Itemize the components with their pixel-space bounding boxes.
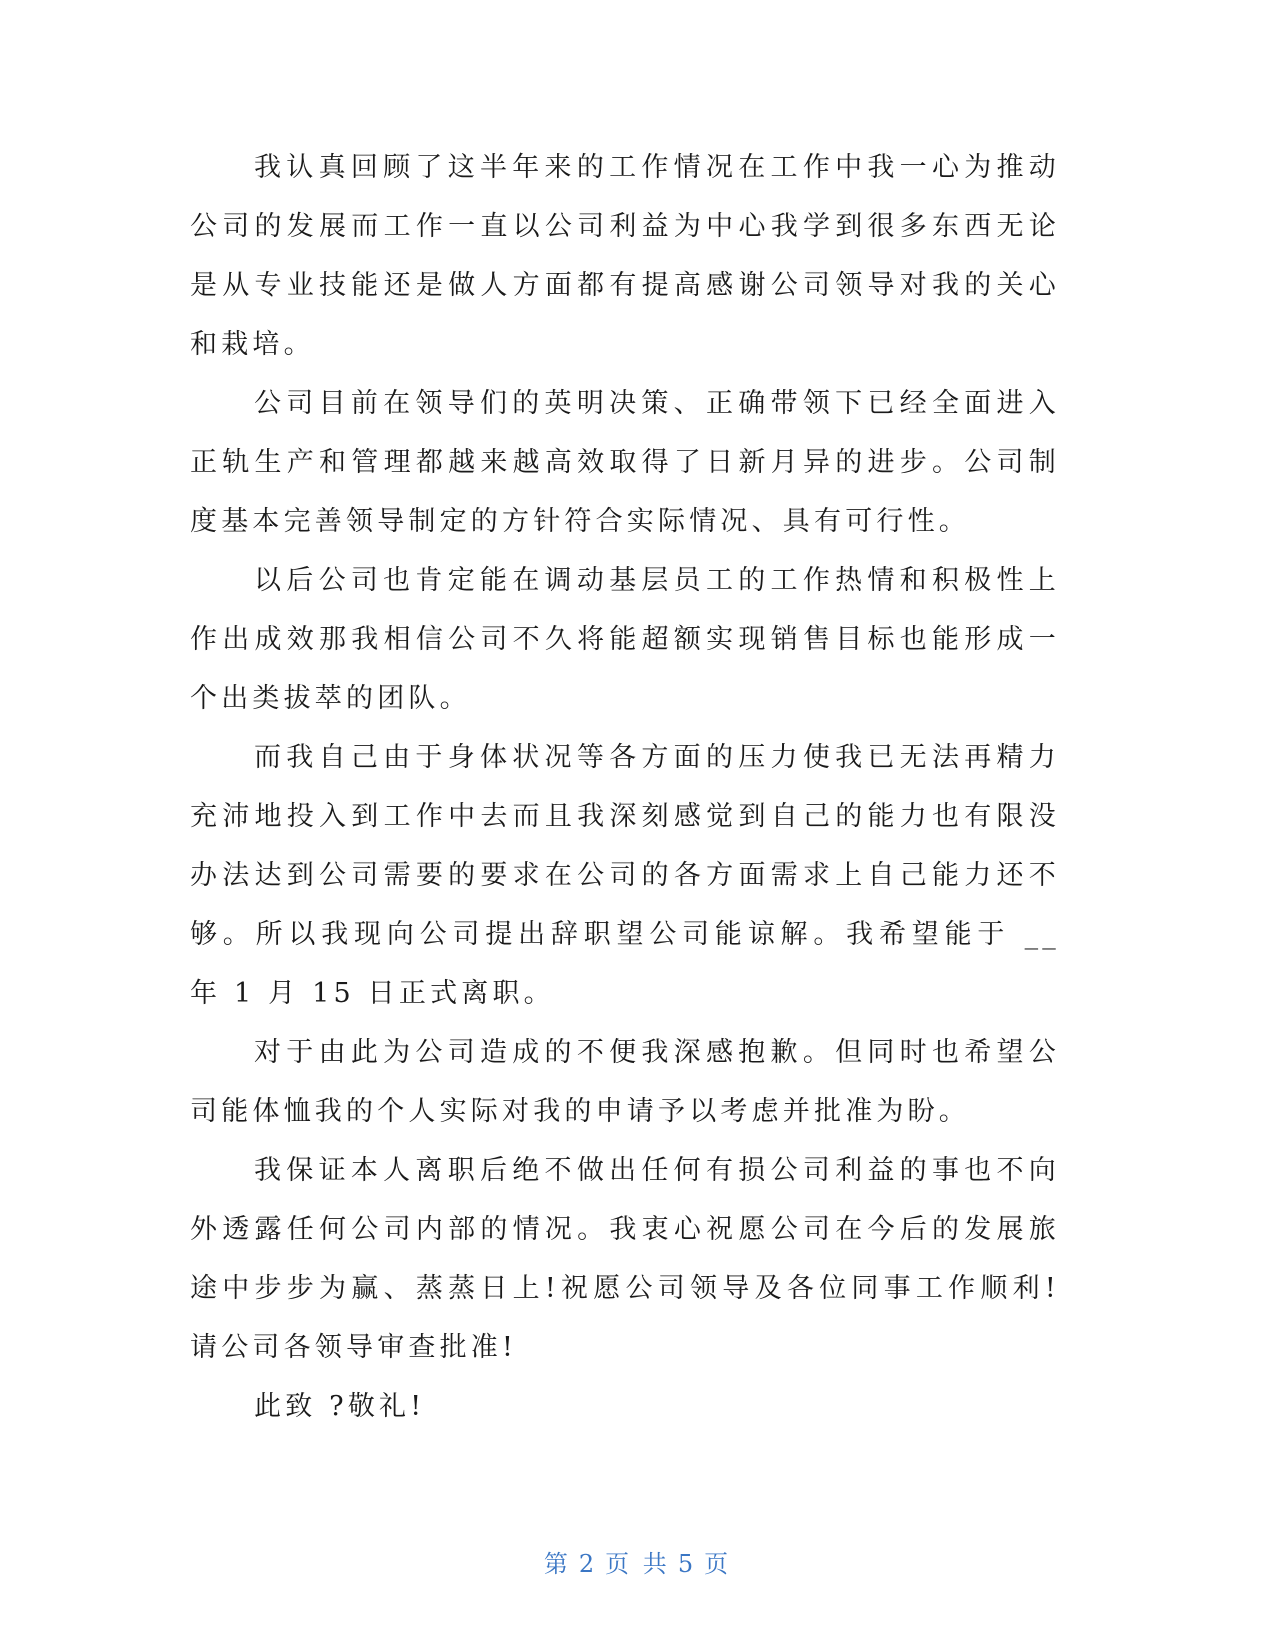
footer-label-end: 页 — [704, 1550, 732, 1578]
footer-current-page: 2 — [578, 1550, 598, 1578]
paragraph-4: 而我自己由于身体状况等各方面的压力使我已无法再精力充沛地投入到工作中去而且我深刻感觉到自己的能力也有限没办法达到公司需要的要求在公司的各方面需求上自己能力还不够。所以我现向公司提出辞职望公司能谅解。我希望能于 __ 年 1 月 15 日正式离职。 — [190, 742, 1060, 1009]
document-body — [190, 138, 1060, 1436]
paragraph-3: 以后公司也肯定能在调动基层员工的工作热情和积极性上作出成效那我相信公司不久将能超额实现销售目标也能形成一个出类拔萃的团队。 — [190, 565, 1060, 714]
footer-label-of: 页 共 — [605, 1550, 670, 1578]
paragraph-5: 对于由此为公司造成的不便我深感抱歉。但同时也希望公司能体恤我的个人实际对我的申请予以考虑并批准为盼。 — [190, 1037, 1060, 1127]
paragraph-2: 公司目前在领导们的英明决策、正确带领下已经全面进入正轨生产和管理都越来越高效取得了日新月异的进步。公司制度基本完善领导制定的方针符合实际情况、具有可行性。 — [190, 388, 1060, 537]
page-footer — [0, 1544, 1275, 1579]
paragraph-1: 我认真回顾了这半年来的工作情况在工作中我一心为推动公司的发展而工作一直以公司利益为中心我学到很多东西无论是从专业技能还是做人方面都有提高感谢公司领导对我的关心和栽培。 — [190, 152, 1060, 360]
footer-label-page: 第 — [543, 1550, 571, 1578]
footer-total-pages: 5 — [677, 1550, 697, 1578]
paragraph-6: 我保证本人离职后绝不做出任何有损公司利益的事也不向外透露任何公司内部的情况。我衷心祝愿公司在今后的发展旅途中步步为赢、蒸蒸日上!祝愿公司领导及各位同事工作顺利!请公司各领导审查批准! — [190, 1155, 1060, 1363]
closing-salutation: 此致 ?敬礼! — [254, 1391, 426, 1422]
